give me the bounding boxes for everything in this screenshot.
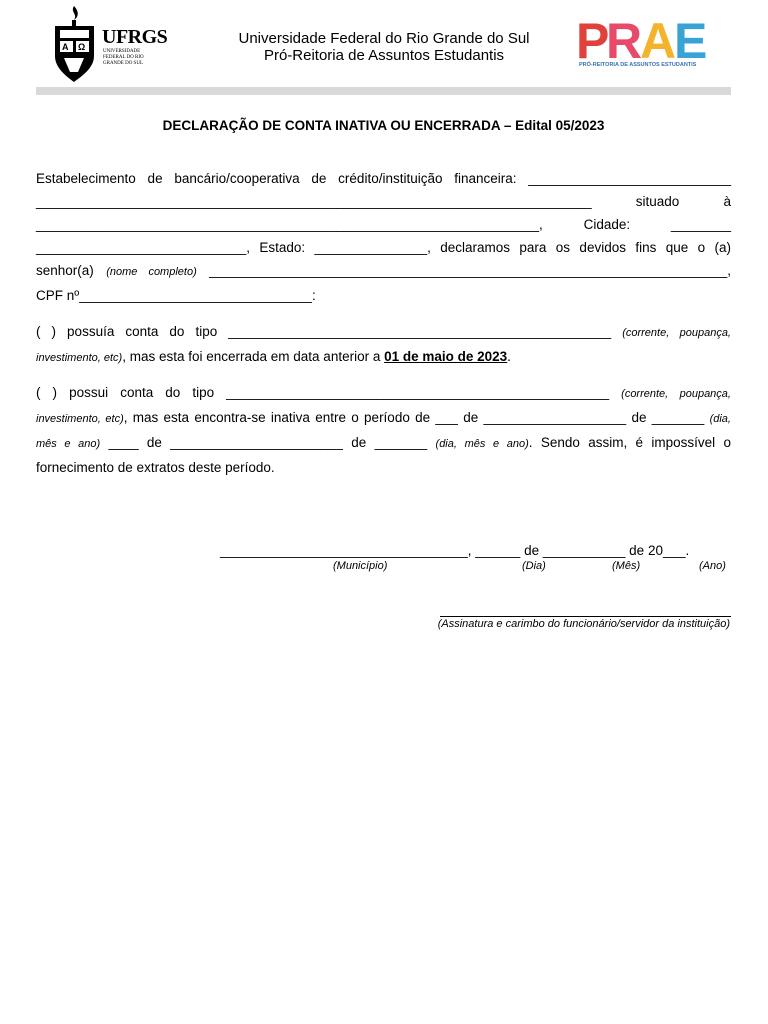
prae-logo-subtext: PRÓ-REITORIA DE ASSUNTOS ESTUDANTIS bbox=[579, 62, 697, 68]
signature-caption: (Assinatura e carimbo do funcionário/servidor da instituição) bbox=[437, 618, 730, 630]
ufrgs-logo-subtext: UNIVERSIDADE FEDERAL DO RIO GRANDE DO SUL bbox=[103, 49, 144, 66]
svg-text:R: R bbox=[606, 14, 641, 64]
institution-department: Pró-Reitoria de Assuntos Estudantis bbox=[263, 47, 505, 64]
municipio-caption: (Município) bbox=[333, 560, 388, 572]
dia-caption: (Dia) bbox=[522, 560, 546, 572]
paragraph-line: Estabelecimento de bancário/cooperativa de crédito/instituição financeira: ___________________________ bbox=[36, 171, 731, 186]
paragraph-line: ___________________________________________________________________, Cidade: ________ bbox=[36, 217, 731, 232]
svg-text:A: A bbox=[640, 14, 675, 64]
date-place-line: _________________________________, ______ de ___________ de 20___. bbox=[220, 543, 690, 558]
nome-completo-blank: _____________________________________________________________________, bbox=[209, 263, 731, 278]
paragraph-line: __________________________________________________________________________ situado à bbox=[36, 194, 731, 209]
date-format-note: (dia, mês e ano) bbox=[36, 413, 731, 450]
signature-line bbox=[440, 616, 731, 617]
svg-text:Ω: Ω bbox=[78, 42, 86, 52]
ufrgs-logo bbox=[52, 4, 168, 84]
inactive-period-text: , mas esta encontra-se inativa entre o período de ___ de ___________________ de _______ bbox=[123, 410, 705, 425]
paragraph-inactive-account bbox=[36, 381, 731, 479]
header-divider bbox=[36, 87, 731, 95]
prae-logo bbox=[576, 14, 706, 74]
account-type-note: (corrente, poupança, investimento, etc) bbox=[36, 388, 731, 425]
closed-account-text: ( ) possuía conta do tipo ___________________________________________________ bbox=[36, 324, 612, 339]
ufrgs-logo-text: UFRGS bbox=[102, 26, 168, 48]
institution-name: Universidade Federal do Rio Grande do Sul bbox=[238, 30, 530, 47]
paragraph-line bbox=[36, 259, 731, 284]
svg-text:E: E bbox=[674, 14, 706, 64]
prae-logo-icon bbox=[576, 14, 706, 64]
svg-text:P: P bbox=[576, 14, 608, 64]
inactive-conclusion: . Sendo assim, é impossível o fornecimento de extratos deste período. bbox=[36, 435, 732, 475]
closed-account-period: . bbox=[507, 349, 511, 364]
paragraph-line: ____________________________, Estado: _______________, declaramos para os devidos fins que o (a) bbox=[36, 240, 731, 255]
inactive-period-end: ____ de _______________________ de _______ bbox=[108, 435, 428, 450]
account-type-note: (corrente, poupança, investimento, etc) bbox=[36, 327, 731, 364]
paragraph-establishment bbox=[36, 167, 731, 307]
ano-caption: (Ano) bbox=[699, 560, 726, 572]
date-format-note: (dia, mês e ano) bbox=[435, 438, 529, 450]
closed-account-text-2: , mas esta foi encerrada em data anterior a bbox=[122, 349, 385, 364]
document-title: DECLARAÇÃO DE CONTA INATIVA OU ENCERRADA – Edital 05/2023 bbox=[162, 118, 605, 133]
mes-caption: (Mês) bbox=[612, 560, 641, 572]
inactive-account-text: ( ) possui conta do tipo ___________________________________________________ bbox=[36, 385, 610, 400]
cpf-line: CPF nº_______________________________: bbox=[36, 288, 316, 303]
svg-text:A: A bbox=[62, 42, 69, 52]
nome-completo-note: (nome completo) bbox=[106, 266, 197, 278]
paragraph-closed-account bbox=[36, 320, 731, 370]
senhor-label: senhor(a) bbox=[36, 263, 94, 278]
closing-date: 01 de maio de 2023 bbox=[384, 349, 508, 364]
